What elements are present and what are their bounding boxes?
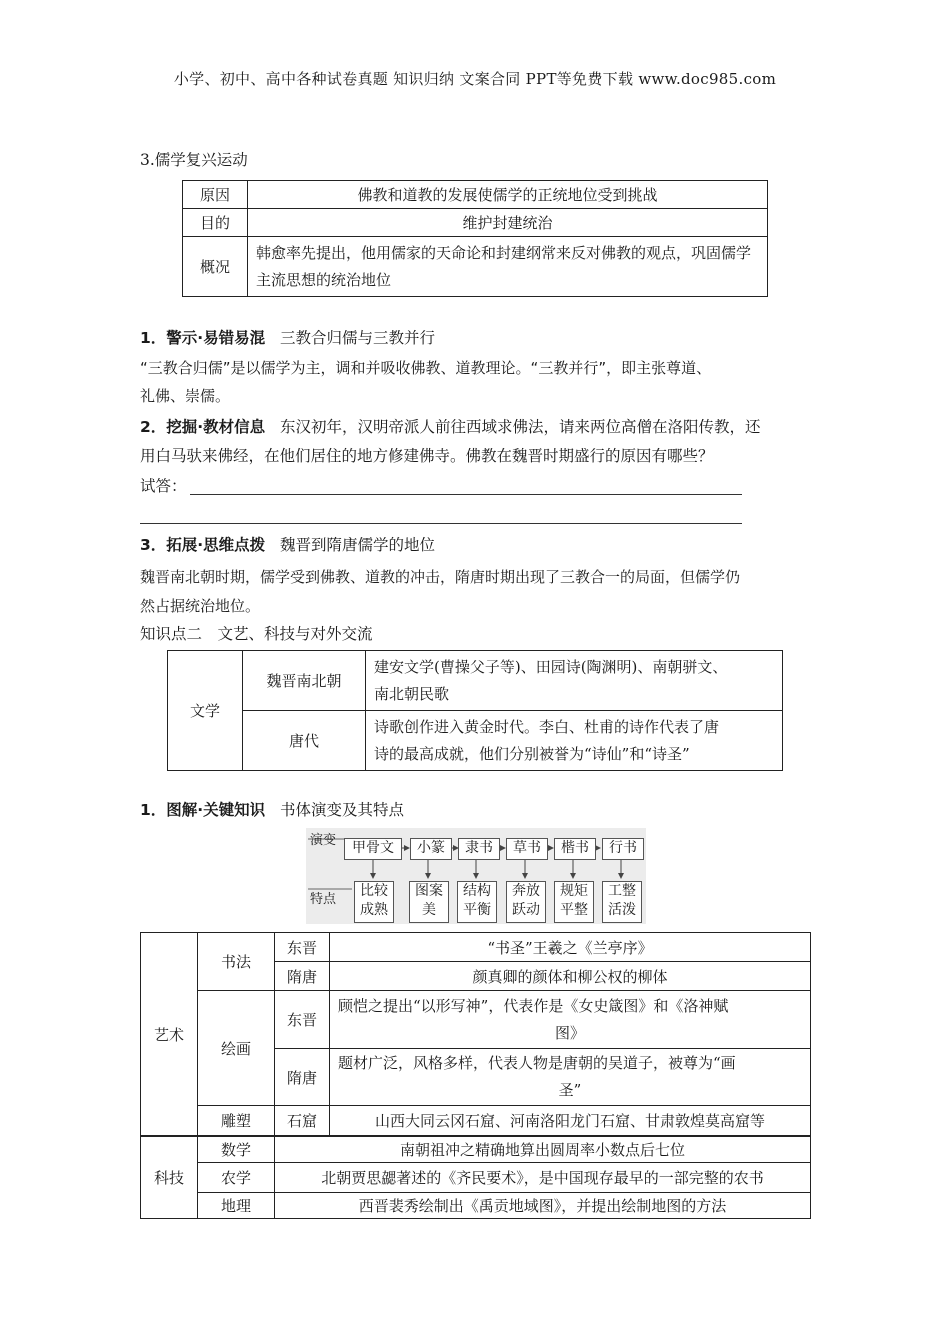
feature-line: 跃动: [512, 902, 540, 918]
tech-category-cell: 科技: [141, 1137, 198, 1219]
script-box-running: 行书: [602, 838, 644, 860]
note-1-body-line2: 礼佛、崇儒。: [140, 387, 231, 405]
content-cell: 山西大同云冈石窟、河南洛阳龙门石窟、甘肃敦煌莫高窟等: [330, 1106, 811, 1136]
field-cell: 农学: [198, 1163, 275, 1193]
period-cell: 隋唐: [275, 962, 330, 991]
row-label: 概况: [183, 237, 248, 297]
tech-table: [140, 1136, 811, 1219]
painting-cell: 绘画: [198, 991, 275, 1106]
answer-blank-line-2[interactable]: [140, 523, 742, 524]
note-2-heading: [140, 413, 760, 441]
feature-box: [506, 881, 546, 923]
feature-line: 平整: [560, 902, 588, 918]
knowledge-point-2-title: 知识点二 文艺、科技与对外交流: [140, 625, 373, 643]
content-cell: [330, 1049, 811, 1106]
feature-line: 平衡: [463, 902, 491, 918]
row-content: 韩愈率先提出，他用儒家的天命论和封建纲常来反对佛教的观点，巩固儒学主流思想的统治地位: [248, 237, 768, 297]
feature-line: 规矩: [560, 883, 588, 899]
diagram-tag: 1．图解·关键知识: [140, 801, 266, 819]
content-line: 顾恺之提出“以形写神”，代表作是《女史箴图》和《洛神赋: [338, 996, 729, 1015]
content-line: 诗歌创作进入黄金时代。李白、杜甫的诗作代表了唐: [374, 717, 720, 736]
evolution-label: 演变: [310, 833, 337, 848]
script-box-oracle: 甲骨文: [344, 838, 402, 860]
feature-box: [554, 881, 594, 923]
feature-line: 成熟: [360, 902, 388, 918]
content-line: 南北朝民歌: [374, 684, 450, 703]
feature-line: 结构: [463, 883, 491, 899]
feature-box: [409, 881, 449, 923]
table-row: [168, 651, 783, 711]
content-cell: 北朝贾思勰著述的《齐民要术》，是中国现存最早的一部完整的农书: [275, 1163, 811, 1193]
literature-table: [167, 650, 783, 771]
answer-label: 试答：: [140, 477, 187, 495]
feature-box: [602, 881, 642, 923]
content-cell: 颜真卿的颜体和柳公权的柳体: [330, 962, 811, 991]
content-line: 建安文学(曹操父子等)、田园诗(陶渊明)、南朝骈文、: [374, 657, 728, 676]
feature-line: 比较: [360, 883, 388, 899]
art-category-cell: 艺术: [141, 933, 198, 1136]
note-2-body-line2: 用白马驮来佛经，在他们居住的地方修建佛寺。佛教在魏晋时期盛行的原因有哪些？: [140, 447, 714, 465]
sculpture-cell: 雕塑: [198, 1106, 275, 1136]
table-row: [183, 237, 768, 297]
content-cell: [330, 991, 811, 1049]
section-title-confucian-revival: 3.儒学复兴运动: [140, 151, 248, 169]
feature-line: 美: [422, 902, 436, 918]
field-cell: 地理: [198, 1193, 275, 1219]
row-content: 佛教和道教的发展使儒学的正统地位受到挑战: [248, 181, 768, 209]
table-row: [183, 209, 768, 237]
content-cell: 西晋裴秀绘制出《禹贡地域图》，并提出绘制地图的方法: [275, 1193, 811, 1219]
category-cell: 文学: [168, 651, 243, 771]
answer-blank-line-1[interactable]: [190, 494, 742, 495]
content-cell: [366, 651, 783, 711]
table-row: [183, 181, 768, 209]
table-row: [168, 711, 783, 771]
arts-tech-table: [140, 932, 811, 1136]
period-cell: 魏晋南北朝: [243, 651, 366, 711]
note-3-body-line2: 然占据统治地位。: [140, 597, 261, 615]
feature-line: 图案: [415, 883, 443, 899]
content-line: 圣”: [558, 1081, 582, 1099]
content-cell: 南朝祖冲之精确地算出圆周率小数点后七位: [275, 1137, 811, 1163]
note-1-heading: [140, 324, 435, 352]
script-box-small-seal: 小篆: [410, 838, 452, 860]
field-cell: 数学: [198, 1137, 275, 1163]
table-row: [141, 991, 811, 1049]
table-row: [141, 933, 811, 962]
table-row: [141, 1163, 811, 1193]
row-content: 维护封建统治: [248, 209, 768, 237]
script-evolution-diagram: [306, 828, 646, 924]
content-line: 诗的最高成就，他们分别被誉为“诗仙”和“诗圣”: [374, 744, 690, 763]
note-3-title: 魏晋到隋唐儒学的地位: [279, 536, 435, 554]
feature-box: [354, 881, 394, 923]
period-cell: 唐代: [243, 711, 366, 771]
confucian-revival-table: [182, 180, 768, 297]
row-label: 原因: [183, 181, 248, 209]
table-row: [141, 1137, 811, 1163]
period-cell: 东晋: [275, 991, 330, 1049]
note-1-title: 三教合归儒与三教并行: [279, 329, 435, 347]
content-cell: [366, 711, 783, 771]
script-box-cursive: 草书: [506, 838, 548, 860]
features-label: 特点: [310, 892, 337, 907]
note-3-heading: [140, 531, 435, 559]
feature-box: [457, 881, 497, 923]
content-cell: “书圣”王羲之《兰亭序》: [330, 933, 811, 962]
diagram-title: 书体演变及其特点: [279, 801, 404, 819]
feature-line: 奔放: [512, 883, 540, 899]
period-cell: 东晋: [275, 933, 330, 962]
note-2-body-line1: 东汉初年，汉明帝派人前往西域求佛法，请来两位高僧在洛阳传教，还: [279, 418, 761, 436]
note-3-tag: 3．拓展·思维点拨: [140, 536, 266, 554]
content-line: 图》: [554, 1023, 585, 1042]
calligraphy-cell: 书法: [198, 933, 275, 991]
feature-line: 活泼: [608, 902, 636, 918]
table-row: [141, 1193, 811, 1219]
table-row: [141, 1106, 811, 1136]
grotto-cell: 石窟: [275, 1106, 330, 1136]
page-header: 小学、初中、高中各种试卷真题 知识归纳 文案合同 PPT等免费下载 www.doc985.com: [173, 70, 777, 88]
feature-line: 工整: [608, 883, 636, 899]
diagram-heading: [140, 796, 404, 824]
note-2-tag: 2．挖掘·教材信息: [140, 418, 266, 436]
note-1-body-line1: “三教合归儒”是以儒学为主，调和并吸收佛教、道教理论。“三教并行”，即主张尊道、: [140, 359, 712, 377]
script-box-clerical: 隶书: [458, 838, 500, 860]
row-label: 目的: [183, 209, 248, 237]
script-box-regular: 楷书: [554, 838, 596, 860]
period-cell: 隋唐: [275, 1049, 330, 1106]
note-3-body-line1: 魏晋南北朝时期，儒学受到佛教、道教的冲击，隋唐时期出现了三教合一的局面，但儒学仍: [140, 568, 741, 586]
note-1-tag: 1．警示·易错易混: [140, 329, 266, 347]
content-line: 题材广泛，风格多样，代表人物是唐朝的吴道子，被尊为“画: [338, 1054, 736, 1072]
